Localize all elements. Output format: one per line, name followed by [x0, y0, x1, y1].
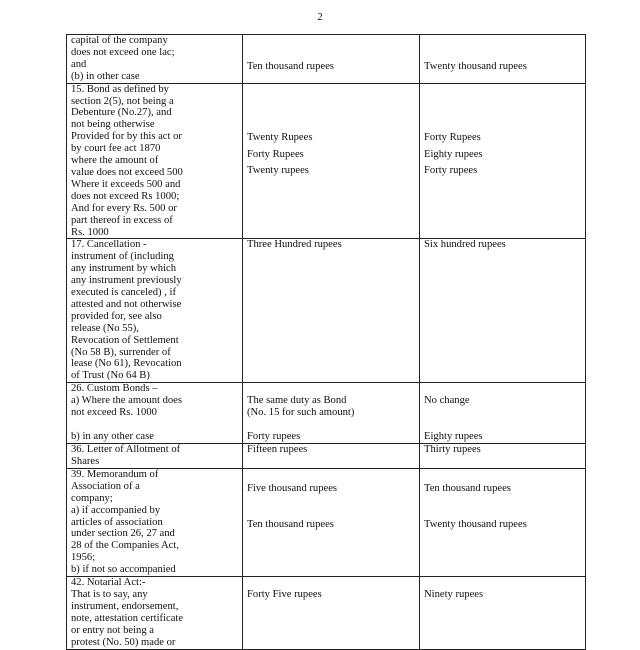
item-description: 39. Memorandum of Association of a company; a) if accompanied by articles of association under section 26, 27 and 28 of the Companies Act, 1956; b) if not so accompanied — [67, 468, 243, 576]
item-description: 15. Bond as defined by section 2(5), not being a Debenture (No.27), and not being otherwise Provided for by this act or by court fee act 1870 where the amount of value does not exceed 500 Where it exceeds 500 and does not exceed Rs 1000; And for every Rs. 500 or part thereof in excess of Rs. 1000 — [67, 83, 243, 239]
table-row — [67, 35, 586, 84]
table-row — [67, 83, 586, 239]
proposed-duty-cell: Forty Rupees Eighty rupees Forty rupees — [420, 83, 586, 239]
existing-duty-cell: Forty Five rupees — [243, 577, 420, 649]
table-row — [67, 468, 586, 576]
proposed-duty-cell: Thirty rupees — [420, 444, 586, 469]
item-description: capital of the company does not exceed one lac; and (b) in other case — [67, 35, 243, 84]
proposed-duty-cell: Twenty thousand rupees — [420, 35, 586, 84]
existing-duty-cell: Twenty Rupees Forty Rupees Twenty rupees — [243, 83, 420, 239]
item-description: 17. Cancellation - instrument of (including any instrument by which any instrument previously executed is canceled) , if attested and not otherwise provided for, see also release (No 55), Revocation of Settlement (No 58 B), surrender of lease (No 61), Revocation of Trust (No 64 B) — [67, 239, 243, 383]
proposed-duty-cell: Ten thousand rupees Twenty thousand rupees — [420, 468, 586, 576]
table-row — [67, 444, 586, 469]
table-row — [67, 577, 586, 649]
item-description: 36. Letter of Allotment of Shares — [67, 444, 243, 469]
existing-duty-cell: Three Hundred rupees — [243, 239, 420, 383]
existing-duty-cell: Fifteen rupees — [243, 444, 420, 469]
table-row — [67, 383, 586, 444]
table-row — [67, 239, 586, 383]
item-description: 26. Custom Bonds – a) Where the amount does not exceed Rs. 1000 b) in any other case — [67, 383, 243, 444]
item-description: 42. Notarial Act:- That is to say, any instrument, endorsement, note, attestation certificate or entry not being a protest (No. 50) made or — [67, 577, 243, 649]
page-number: 2 — [317, 11, 323, 23]
proposed-duty-cell: Ninety rupees — [420, 577, 586, 649]
proposed-duty-cell: Six hundred rupees — [420, 239, 586, 383]
existing-duty-cell: Five thousand rupees Ten thousand rupees — [243, 468, 420, 576]
existing-duty-cell: The same duty as Bond (No. 15 for such amount) Forty rupees — [243, 383, 420, 444]
proposed-duty-cell: No change Eighty rupees — [420, 383, 586, 444]
stamp-duty-table — [66, 34, 586, 650]
existing-duty-cell: Ten thousand rupees — [243, 35, 420, 84]
